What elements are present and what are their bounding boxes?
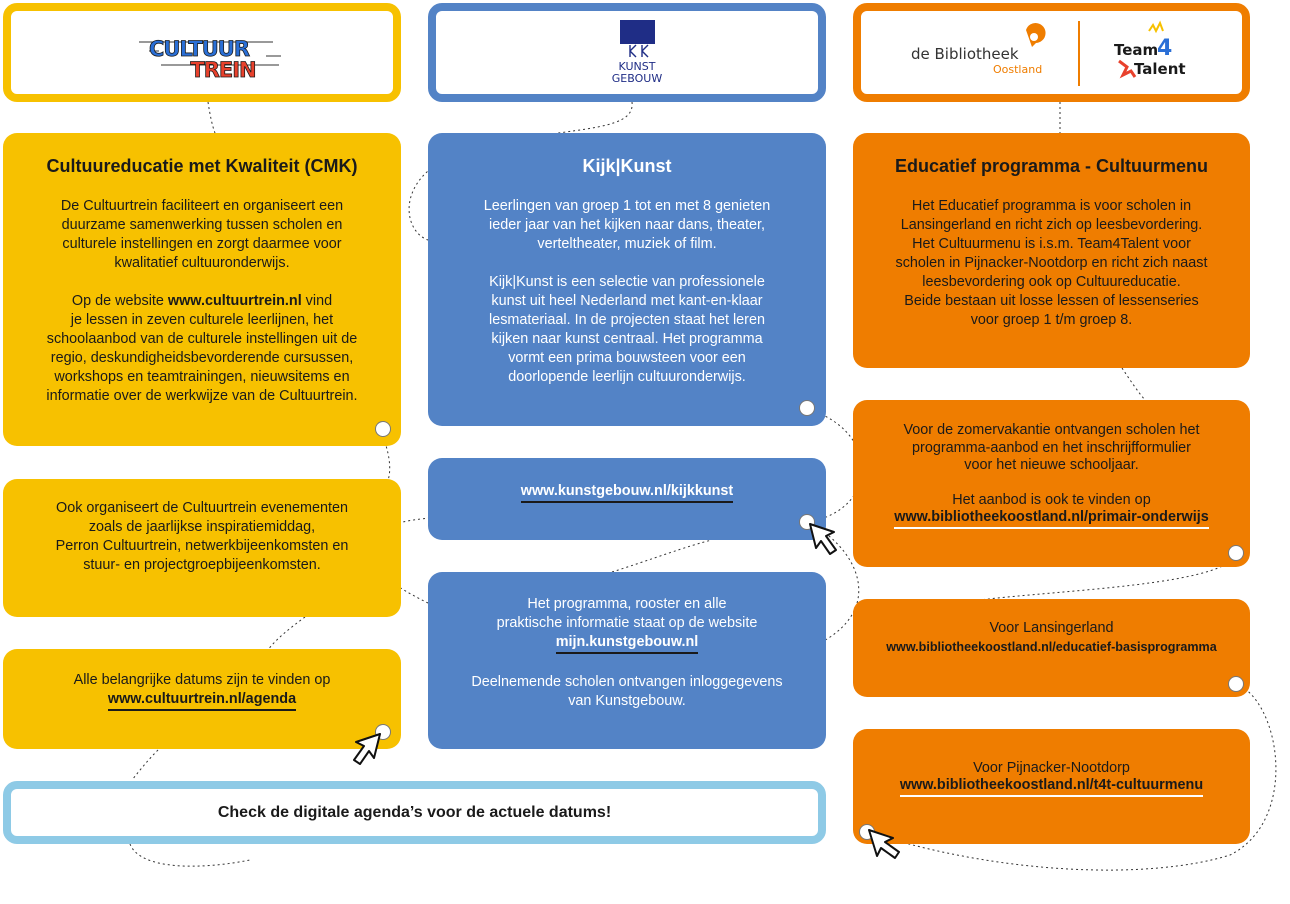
agenda-card [3, 649, 401, 749]
cmk-p2-pre: Op de website [71, 293, 168, 309]
zomer-paragraph-2: Het aanbod is ook te vinden op [952, 491, 1151, 508]
events-card [3, 479, 401, 617]
link-dot-icon[interactable] [375, 421, 391, 437]
cmk-paragraph-2 [19, 292, 385, 406]
mijn-paragraph-1 [444, 595, 810, 633]
cmk-p2-post: vind je lessen in zeven culturele leerlijnen, het schoolaanbod van de culturele instellingen uit de regio, deskundigheidsbevorderende cursussen, workshops en teamtrainingen, nieuwsitems en informatie over de werkwijze van de Cultuurtrein. [46, 293, 358, 404]
cultuurtrein-website-link[interactable]: www.cultuurtrein.nl [167, 293, 302, 309]
kijkkunst-link-card [428, 458, 826, 540]
kijkkunst-paragraph-1: Leerlingen van groep 1 tot en met 8 genieten ieder jaar van het kijken naar dans, theater, verteltheater, muziek of film. [483, 198, 771, 252]
kijkkunst-title: Kijk|Kunst [582, 156, 672, 176]
bibliotheek-team4talent-logo-frame [853, 3, 1250, 102]
bibliotheek-logo-name: de Bibliotheek [911, 45, 1019, 63]
mijn-p1-text: Het programma, rooster en alle praktische informatie staat op de website [496, 596, 758, 631]
link-dot-icon[interactable] [1228, 545, 1244, 561]
bibliotheek-logo-sub: Oostland [993, 63, 1043, 76]
cultuurmenu-paragraph: Het Educatief programma is voor scholen in Lansingerland en richt zich op leesbevordering. Het Cultuurmenu is i.s.m. Team4Talent voor scholen in Pijnacker-Nootdorp en richt zich naast leesbevordering ook op Cultuureducatie. Beide bestaan uit losse lessen of lessenseries voor groep 1 t/m groep 8. [895, 198, 1208, 328]
lansingerland-card [853, 599, 1250, 697]
bibliotheek-primair-link[interactable]: www.bibliotheekoostland.nl/primair-onderwijs [894, 509, 1209, 529]
link-dot-icon[interactable] [1228, 676, 1244, 692]
bibliotheek-logo [861, 11, 1242, 94]
cursor-arrow-icon [350, 730, 390, 770]
kijkkunst-link[interactable]: www.kunstgebouw.nl/kijkkunst [521, 483, 733, 503]
agenda-text: Alle belangrijke datums zijn te vinden op [73, 672, 331, 688]
cmk-card [3, 133, 401, 446]
cursor-arrow-icon [865, 826, 905, 866]
pijnacker-link[interactable]: www.bibliotheekoostland.nl/t4t-cultuurmenu [900, 777, 1203, 797]
lansingerland-link[interactable]: www.bibliotheekoostland.nl/educatief-basisprogramma [886, 640, 1217, 654]
mijn-kunstgebouw-card [428, 572, 826, 749]
cultuurtrein-logo [11, 11, 393, 94]
cursor-arrow-icon [806, 520, 846, 560]
kunstgebouw-logo-line2: GEBOUW [611, 72, 663, 85]
cmk-title: Cultuureducatie met Kwaliteit (CMK) [46, 156, 358, 176]
kunstgebouw-logo-line1: KUNST [618, 60, 656, 73]
cultuurtrein-logo-frame [3, 3, 401, 102]
pijnacker-card [853, 729, 1250, 844]
kijkkunst-paragraph-2: Kijk|Kunst is een selectie van professionele kunst uit heel Nederland met kant-en-klaar lesmateriaal. In de projecten staat het leren kijken naar kunst centraal. Het programma vormt een prima bouwsteen voor een doorlopende leerlijn cultuuronderwijs. [489, 274, 765, 385]
team4talent-logo-num: 4 [1157, 36, 1173, 61]
cultuurtrein-logo-line2: TREIN [190, 58, 256, 82]
zomer-card [853, 400, 1250, 567]
agenda-link[interactable]: www.cultuurtrein.nl/agenda [108, 691, 296, 711]
zomer-paragraph-1: Voor de zomervakantie ontvangen scholen het programma-aanbod en het inschrijfformulier voor het nieuwe schooljaar. [903, 422, 1200, 473]
kunstgebouw-logo [436, 11, 818, 94]
cultuurmenu-card [853, 133, 1250, 368]
cultuurtrein-logo-line1: CULTUUR [149, 37, 249, 61]
mijn-paragraph-2: Deelnemende scholen ontvangen inloggegevens van Kunstgebouw. [471, 674, 783, 709]
agenda-banner [3, 781, 826, 844]
team4talent-logo-line1: Team [1114, 41, 1159, 59]
kunstgebouw-logo-frame [428, 3, 826, 102]
lansingerland-text: Voor Lansingerland [989, 620, 1114, 636]
cultuurmenu-title: Educatief programma - Cultuurmenu [894, 156, 1209, 176]
mijn-kunstgebouw-link[interactable]: mijn.kunstgebouw.nl [556, 634, 699, 654]
kijkkunst-card [428, 133, 826, 426]
team4talent-logo-line2: Talent [1134, 60, 1186, 78]
cmk-paragraph-1: De Cultuurtrein faciliteert en organiseert een duurzame samenwerking tussen scholen en culturele instellingen en zorgt daarmee voor kwalitatief cultuuronderwijs. [60, 198, 344, 271]
pijnacker-text: Voor Pijnacker-Nootdorp [973, 760, 1130, 776]
agenda-banner-text: Check de digitale agenda’s voor de actuele datums! [217, 803, 612, 821]
events-text: Ook organiseert de Cultuurtrein evenementen zoals de jaarlijkse inspiratiemiddag, Perron Cultuurtrein, netwerkbijeenkomsten en stuur- en projectgroepbijeenkomsten. [55, 500, 349, 573]
link-dot-icon[interactable] [799, 400, 815, 416]
